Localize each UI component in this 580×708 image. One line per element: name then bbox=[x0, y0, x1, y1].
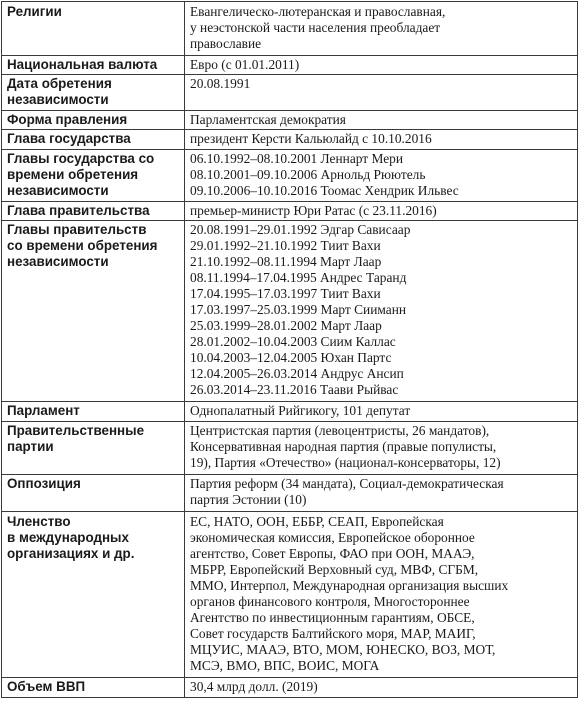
row-value-line: 06.10.1992–08.10.2001 Леннарт Мери bbox=[190, 151, 404, 166]
row-value bbox=[185, 678, 578, 698]
row-value-line: ММО, Интерпол, Международная организация высших bbox=[190, 578, 509, 593]
country-facts-table bbox=[1, 1, 578, 698]
table-row bbox=[2, 150, 578, 202]
row-value-line: МЦУИС, МААЭ, ВТО, МОМ, ЮНЕСКО, ВОЗ, МОТ, bbox=[190, 642, 496, 657]
row-value bbox=[185, 512, 578, 678]
row-value-line: 28.01.2002–10.04.2003 Сиим Каллас bbox=[190, 334, 396, 349]
row-value-line: органов финансового контроля, Многостороннее bbox=[190, 594, 470, 609]
row-value-line: Однопалатный Рийгикогу, 101 депутат bbox=[190, 403, 411, 418]
facts-table-body bbox=[2, 2, 578, 698]
row-value-line: у неэстонской части населения преобладает bbox=[190, 20, 441, 35]
row-label bbox=[2, 111, 185, 130]
row-label-line: в международных bbox=[7, 530, 129, 545]
row-value-line: 09.10.2006–10.10.2016 Тоомас Хендрик Ильвес bbox=[190, 183, 459, 198]
row-value-line: президент Керсти Кальюлайд с 10.10.2016 bbox=[190, 131, 432, 146]
row-value-line: Евро (с 01.01.2011) bbox=[190, 57, 300, 72]
row-label-line: независимости bbox=[7, 254, 109, 269]
row-value-line: Агентство по инвестиционным гарантиям, ОБСЕ, bbox=[190, 610, 475, 625]
table-row bbox=[2, 678, 578, 698]
table-row bbox=[2, 221, 578, 402]
row-value-line: Консервативная народная партия (правые популисты, bbox=[190, 439, 497, 454]
row-value-line: 30,4 млрд долл. (2019) bbox=[190, 679, 318, 694]
row-label-line: Религии bbox=[7, 4, 62, 19]
row-value-line: 29.01.1992–21.10.1992 Тиит Вахи bbox=[190, 238, 381, 253]
row-value bbox=[185, 56, 578, 75]
row-value bbox=[185, 2, 578, 56]
row-value-line: МСЭ, ВМО, ВПС, ВОИС, МОГА bbox=[190, 658, 380, 673]
row-value-line: Партия реформ (34 мандата), Социал-демократическая bbox=[190, 476, 504, 491]
row-label bbox=[2, 56, 185, 75]
row-value-line: 20.08.1991 bbox=[190, 76, 251, 91]
row-label-line: Глава правительства bbox=[7, 203, 150, 218]
row-label-line: Членство bbox=[7, 514, 71, 529]
row-label bbox=[2, 402, 185, 422]
row-label bbox=[2, 512, 185, 678]
row-label-line: Форма правления bbox=[7, 112, 128, 127]
row-label bbox=[2, 221, 185, 402]
row-label bbox=[2, 202, 185, 221]
row-value-line: партия Эстонии (10) bbox=[190, 492, 307, 507]
row-value bbox=[185, 475, 578, 512]
row-label-line: независимости bbox=[7, 183, 109, 198]
row-value-line: агентство, Совет Европы, ФАО при ООН, МААЭ, bbox=[190, 546, 475, 561]
row-value-line: православие bbox=[190, 36, 262, 51]
table-row bbox=[2, 402, 578, 422]
row-label-line: Оппозиция bbox=[7, 476, 81, 491]
row-value bbox=[185, 75, 578, 111]
row-value-line: 26.03.2014–23.11.2016 Таави Рыйвас bbox=[190, 382, 399, 397]
table-row bbox=[2, 56, 578, 75]
row-value-line: 17.03.1997–25.03.1999 Март Сииманн bbox=[190, 302, 407, 317]
row-value-line: экономическая комиссия, Европейское оборонное bbox=[190, 530, 475, 545]
row-value-line: премьер-министр Юри Ратас (с 23.11.2016) bbox=[190, 203, 437, 218]
row-label-line: Объем ВВП bbox=[7, 679, 86, 694]
row-value-line: 08.11.1994–17.04.1995 Андрес Таранд bbox=[190, 270, 407, 285]
row-label-line: Главы государства со bbox=[7, 151, 155, 166]
row-value-line: 19), Партия «Отечество» (национал-консерваторы, 12) bbox=[190, 455, 501, 470]
row-label bbox=[2, 75, 185, 111]
row-label-line: Правительственные bbox=[7, 423, 145, 438]
row-label-line: независимости bbox=[7, 92, 109, 107]
row-value bbox=[185, 221, 578, 402]
row-label bbox=[2, 678, 185, 698]
row-label-line: со времени обретения bbox=[7, 238, 158, 253]
row-value-line: 08.10.2001–09.10.2006 Арнольд Рюютель bbox=[190, 167, 426, 182]
table-row bbox=[2, 512, 578, 678]
row-value-line: 21.10.1992–08.11.1994 Март Лаар bbox=[190, 254, 382, 269]
table-row bbox=[2, 202, 578, 221]
row-value-line: 17.04.1995–17.03.1997 Тиит Вахи bbox=[190, 286, 381, 301]
row-label-line: Дата обретения bbox=[7, 76, 112, 91]
row-value bbox=[185, 111, 578, 130]
row-label-line: партии bbox=[7, 439, 54, 454]
row-value-line: Евангелическо-лютеранская и православная, bbox=[190, 4, 446, 19]
row-value bbox=[185, 150, 578, 202]
table-row bbox=[2, 111, 578, 130]
row-value-line: 25.03.1999–28.01.2002 Март Лаар bbox=[190, 318, 382, 333]
row-value-line: Парламентская демократия bbox=[190, 112, 346, 127]
table-row bbox=[2, 422, 578, 475]
table-row bbox=[2, 2, 578, 56]
row-value-line: Центристская партия (левоцентристы, 26 мандатов), bbox=[190, 423, 490, 438]
row-value-line: 20.08.1991–29.01.1992 Эдгар Сависаар bbox=[190, 222, 411, 237]
row-label bbox=[2, 475, 185, 512]
row-label bbox=[2, 2, 185, 56]
row-value bbox=[185, 422, 578, 475]
row-value-line: 12.04.2005–26.03.2014 Андрус Ансип bbox=[190, 366, 404, 381]
row-value-line: МБРР, Европейский Верховный суд, МВФ, СГБМ, bbox=[190, 562, 479, 577]
row-label bbox=[2, 422, 185, 475]
row-label-line: Главы правительств bbox=[7, 222, 147, 237]
row-label-line: организациях и др. bbox=[7, 546, 135, 561]
row-label-line: Глава государства bbox=[7, 131, 131, 146]
table-row bbox=[2, 75, 578, 111]
row-value bbox=[185, 402, 578, 422]
row-value-line: ЕС, НАТО, ООН, ЕББР, СЕАП, Европейская bbox=[190, 514, 444, 529]
row-label-line: времени обретения bbox=[7, 167, 139, 182]
table-row bbox=[2, 130, 578, 150]
row-label bbox=[2, 130, 185, 150]
row-value-line: Совет государств Балтийского моря, МАР, МАИГ, bbox=[190, 626, 476, 641]
row-label bbox=[2, 150, 185, 202]
table-row bbox=[2, 475, 578, 512]
row-label-line: Национальная валюта bbox=[7, 57, 158, 72]
row-value bbox=[185, 130, 578, 150]
row-value-line: 10.04.2003–12.04.2005 Юхан Партс bbox=[190, 350, 392, 365]
row-value bbox=[185, 202, 578, 221]
row-label-line: Парламент bbox=[7, 403, 80, 418]
